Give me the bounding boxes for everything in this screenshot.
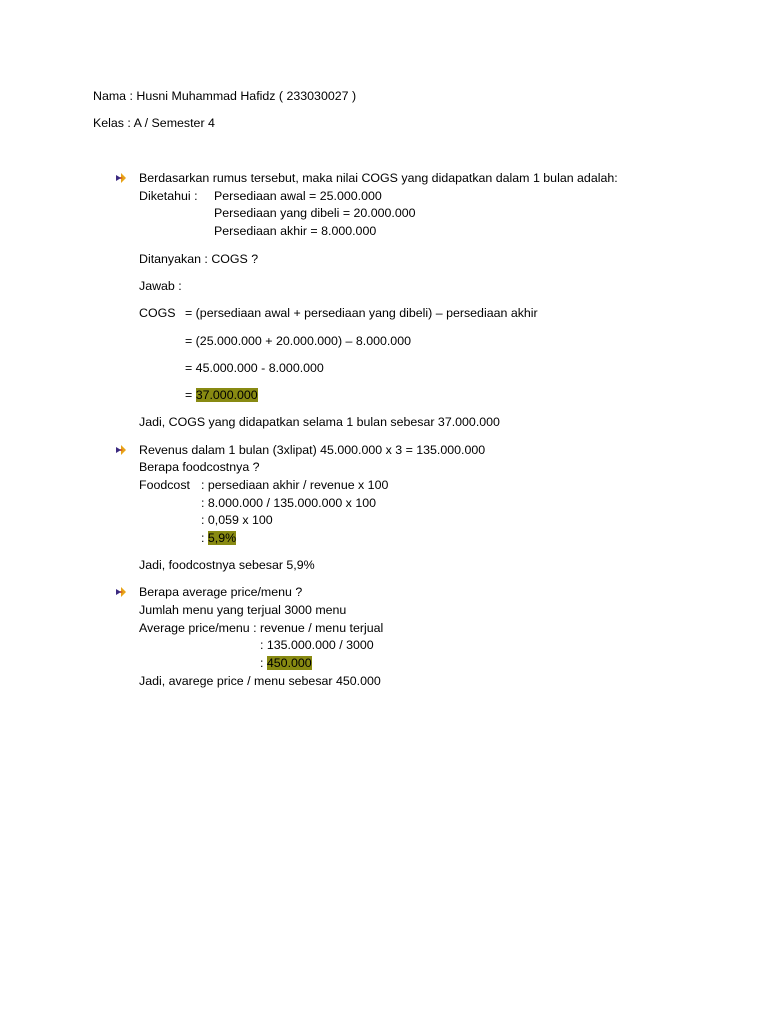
arrow-bullet-icon: [114, 171, 128, 185]
diketahui-item: Persediaan akhir = 8.000.000: [214, 224, 377, 238]
cogs-result-value: 37.000.000: [195, 388, 258, 402]
avg-price-formula: Average price/menu : revenue / menu terjual: [139, 621, 384, 635]
avg-price-result-value: 450.000: [266, 656, 312, 670]
cogs-formula-step: = (25.000.000 + 20.000.000) – 8.000.000: [185, 334, 411, 348]
result-prefix: :: [260, 656, 267, 670]
foodcost-step: : 8.000.000 / 135.000.000 x 100: [201, 496, 376, 510]
foodcost-step: : persediaan akhir / revenue x 100: [201, 478, 389, 492]
ditanyakan-text: Ditanyakan : COGS ?: [139, 252, 259, 266]
avg-price-question: Berapa average price/menu ?: [139, 585, 303, 599]
cogs-label: COGS: [139, 306, 176, 320]
arrow-bullet-icon: [114, 585, 128, 599]
revenue-text: Revenus dalam 1 bulan (3xlipat) 45.000.000 x 3 = 135.000.000: [139, 443, 486, 457]
foodcost-label: Foodcost: [139, 478, 190, 492]
diketahui-label: Diketahui :: [139, 189, 198, 203]
diketahui-item: Persediaan awal = 25.000.000: [214, 189, 382, 203]
foodcost-result-value: 5,9%: [207, 531, 237, 545]
foodcost-step: : 0,059 x 100: [201, 513, 273, 527]
cogs-formula-step: = 45.000.000 - 8.000.000: [185, 361, 324, 375]
avg-price-result: [260, 655, 312, 671]
jawab-label: Jawab :: [139, 279, 182, 293]
student-class: Kelas : A / Semester 4: [93, 116, 215, 130]
cogs-conclusion: Jadi, COGS yang didapatkan selama 1 bulan sebesar 37.000.000: [139, 415, 500, 429]
result-prefix: =: [185, 388, 196, 402]
student-name: Nama : Husni Muhammad Hafidz ( 233030027 ): [93, 89, 357, 103]
result-prefix: :: [201, 531, 208, 545]
arrow-bullet-icon: [114, 443, 128, 457]
avg-price-conclusion: Jadi, avarege price / menu sebesar 450.000: [139, 674, 381, 688]
foodcost-conclusion: Jadi, foodcostnya sebesar 5,9%: [139, 558, 315, 572]
diketahui-item: Persediaan yang dibeli = 20.000.000: [214, 206, 416, 220]
cogs-result: [185, 387, 258, 403]
foodcost-result: [201, 530, 236, 546]
menu-sold-text: Jumlah menu yang terjual 3000 menu: [139, 603, 347, 617]
cogs-formula-step: = (persediaan awal + persediaan yang dibeli) – persediaan akhir: [185, 306, 538, 320]
cogs-intro: Berdasarkan rumus tersebut, maka nilai COGS yang didapatkan dalam 1 bulan adalah:: [139, 171, 618, 185]
foodcost-question: Berapa foodcostnya ?: [139, 460, 260, 474]
avg-price-step: : 135.000.000 / 3000: [260, 638, 374, 652]
